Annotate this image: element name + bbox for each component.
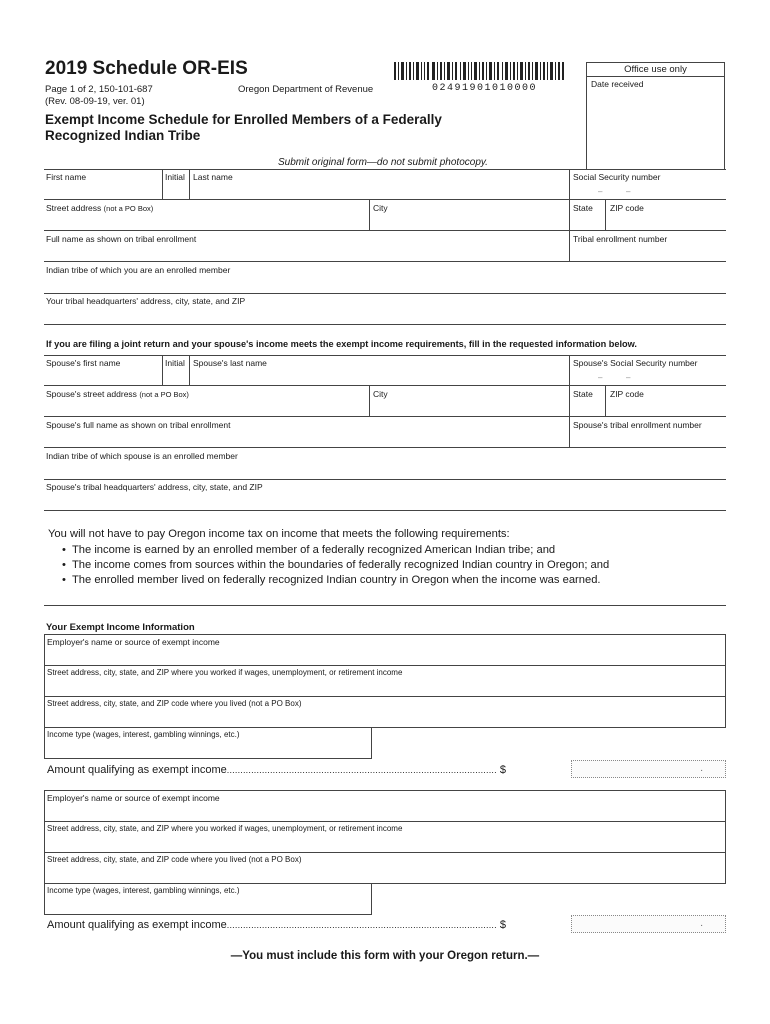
last-name-label: Last name: [193, 172, 233, 182]
ssn-input[interactable]: [570, 182, 725, 198]
bullet-icon: •: [62, 544, 66, 556]
spouse-zip-input[interactable]: [606, 399, 725, 415]
spouse-tribal-name-input[interactable]: [44, 430, 568, 446]
spouse-initial-label: Initial: [165, 358, 185, 368]
footer-notice: —You must include this form with your Oregon return.—: [230, 950, 540, 962]
home-address-label-1: Street address, city, state, and ZIP code where you lived (not a PO Box): [47, 699, 302, 708]
tribe-input[interactable]: [44, 276, 725, 292]
amount-dots-1: ....................................................................................................: [226, 765, 497, 775]
page-info: Page 1 of 2, 150-101-687: [45, 84, 153, 95]
barcode-image: [394, 62, 564, 80]
first-name-input[interactable]: [44, 182, 161, 198]
spouse-street-label-text: Spouse's street address: [46, 389, 137, 399]
tribal-number-input[interactable]: [570, 244, 725, 260]
requirement-item-3: [62, 574, 601, 586]
requirements-intro: You will not have to pay Oregon income tax on income that meets the following requirements:: [48, 528, 510, 540]
spouse-street-input[interactable]: [44, 399, 368, 415]
amount-dots-2: ....................................................................................................: [226, 920, 497, 930]
dollar-sign-1: $: [499, 764, 507, 776]
home-address-label-2: Street address, city, state, and ZIP code where you lived (not a PO Box): [47, 855, 302, 864]
zip-label: ZIP code: [610, 203, 644, 213]
spouse-ssn-input[interactable]: [570, 368, 725, 384]
tribal-number-label: Tribal enrollment number: [573, 234, 668, 244]
spouse-tribal-name-label: Spouse's full name as shown on tribal enrollment: [46, 420, 231, 430]
cents-separator-1: .: [700, 763, 703, 774]
spouse-state-input[interactable]: [570, 399, 604, 415]
subtitle-line2: Recognized Indian Tribe: [45, 128, 201, 143]
spouse-tribal-number-label: Spouse's tribal enrollment number: [573, 420, 702, 430]
exempt-section-heading: Your Exempt Income Information: [46, 622, 195, 633]
spouse-zip-label: ZIP code: [610, 389, 644, 399]
spouse-street-label-note: (not a PO Box): [139, 390, 189, 399]
form-title: 2019 Schedule OR-EIS: [45, 58, 248, 79]
tribe-label: Indian tribe of which you are an enrolled member: [46, 265, 231, 275]
requirement-text-1: The income is earned by an enrolled member of a federally recognized American Indian tribe; and: [71, 544, 556, 556]
office-use-label: Office use only: [624, 64, 687, 75]
spouse-street-label: [46, 389, 189, 399]
bullet-icon: •: [62, 559, 66, 571]
hq-label: Your tribal headquarters' address, city, state, and ZIP: [46, 296, 246, 306]
spouse-ssn-label: Spouse's Social Security number: [573, 358, 698, 368]
spouse-ssn-dash-2: –: [626, 373, 631, 382]
street-label: [46, 203, 153, 213]
spouse-hq-input[interactable]: [44, 493, 725, 509]
initial-input[interactable]: [163, 182, 188, 198]
spouse-instruction: If you are filing a joint return and your spouse's income meets the exempt income requirements, fill in the requested information below.: [46, 339, 637, 349]
street-input[interactable]: [44, 213, 368, 229]
spouse-tribe-label: Indian tribe of which spouse is an enrolled member: [46, 451, 238, 461]
amount-input-2[interactable]: [571, 915, 726, 933]
tribal-name-label: Full name as shown on tribal enrollment: [46, 234, 197, 244]
submit-instruction: Submit original form—do not submit photocopy.: [278, 157, 488, 168]
spouse-first-name-input[interactable]: [44, 368, 161, 384]
city-input[interactable]: [370, 213, 568, 229]
work-address-label-1: Street address, city, state, and ZIP where you worked if wages, unemployment, or retirement income: [47, 668, 403, 677]
state-input[interactable]: [570, 213, 604, 229]
revision-info: (Rev. 08-09-19, ver. 01): [45, 96, 145, 107]
bullet-icon: •: [62, 574, 66, 586]
income-type-label-2: Income type (wages, interest, gambling winnings, etc.): [47, 886, 240, 895]
amount-label-1: Amount qualifying as exempt income: [47, 764, 227, 776]
requirement-text-2: The income comes from sources within the boundaries of federally recognized Indian country in Oregon; and: [71, 559, 610, 571]
barcode-number: 02491901010000: [432, 83, 538, 94]
department-name: Oregon Department of Revenue: [238, 84, 374, 95]
amount-input-1[interactable]: [571, 760, 726, 778]
income-type-label-1: Income type (wages, interest, gambling winnings, etc.): [47, 730, 240, 739]
tribal-name-input[interactable]: [44, 244, 568, 260]
spouse-tribe-input[interactable]: [44, 462, 725, 478]
requirement-item-1: [62, 544, 555, 556]
city-label: City: [373, 203, 388, 213]
date-received-label: Date received: [591, 79, 644, 89]
amount-row-1: [47, 764, 506, 776]
ssn-dash-1: –: [598, 187, 603, 196]
amount-row-2: [47, 919, 506, 931]
work-address-label-2: Street address, city, state, and ZIP where you worked if wages, unemployment, or retirement income: [47, 824, 403, 833]
ssn-dash-2: –: [626, 187, 631, 196]
street-label-text: Street address: [46, 203, 102, 213]
zip-input[interactable]: [606, 213, 725, 229]
street-label-note: (not a PO Box): [103, 204, 154, 213]
state-label: State: [573, 203, 593, 213]
requirement-item-2: [62, 559, 609, 571]
cents-separator-2: .: [700, 918, 703, 929]
spouse-city-input[interactable]: [370, 399, 568, 415]
spouse-last-name-label: Spouse's last name: [193, 358, 267, 368]
requirement-text-3: The enrolled member lived on federally recognized Indian country in Oregon when the income was earned.: [71, 574, 601, 586]
last-name-input[interactable]: [190, 182, 568, 198]
subtitle-line1: Exempt Income Schedule for Enrolled Members of a Federally: [45, 112, 442, 127]
ssn-label: Social Security number: [573, 172, 661, 182]
amount-label-2: Amount qualifying as exempt income: [47, 919, 227, 931]
spouse-state-label: State: [573, 389, 593, 399]
hq-input[interactable]: [44, 307, 725, 323]
initial-label: Initial: [165, 172, 185, 182]
spouse-city-label: City: [373, 389, 388, 399]
spouse-ssn-dash-1: –: [598, 373, 603, 382]
spouse-first-name-label: Spouse's first name: [46, 358, 121, 368]
spouse-last-name-input[interactable]: [190, 368, 568, 384]
spouse-initial-input[interactable]: [163, 368, 188, 384]
employer-label-1: Employer's name or source of exempt income: [47, 637, 220, 647]
first-name-label: First name: [46, 172, 87, 182]
employer-label-2: Employer's name or source of exempt income: [47, 793, 220, 803]
spouse-hq-label: Spouse's tribal headquarters' address, city, state, and ZIP: [46, 482, 263, 492]
spouse-tribal-number-input[interactable]: [570, 430, 725, 446]
barcode: [394, 62, 564, 80]
dollar-sign-2: $: [499, 919, 507, 931]
